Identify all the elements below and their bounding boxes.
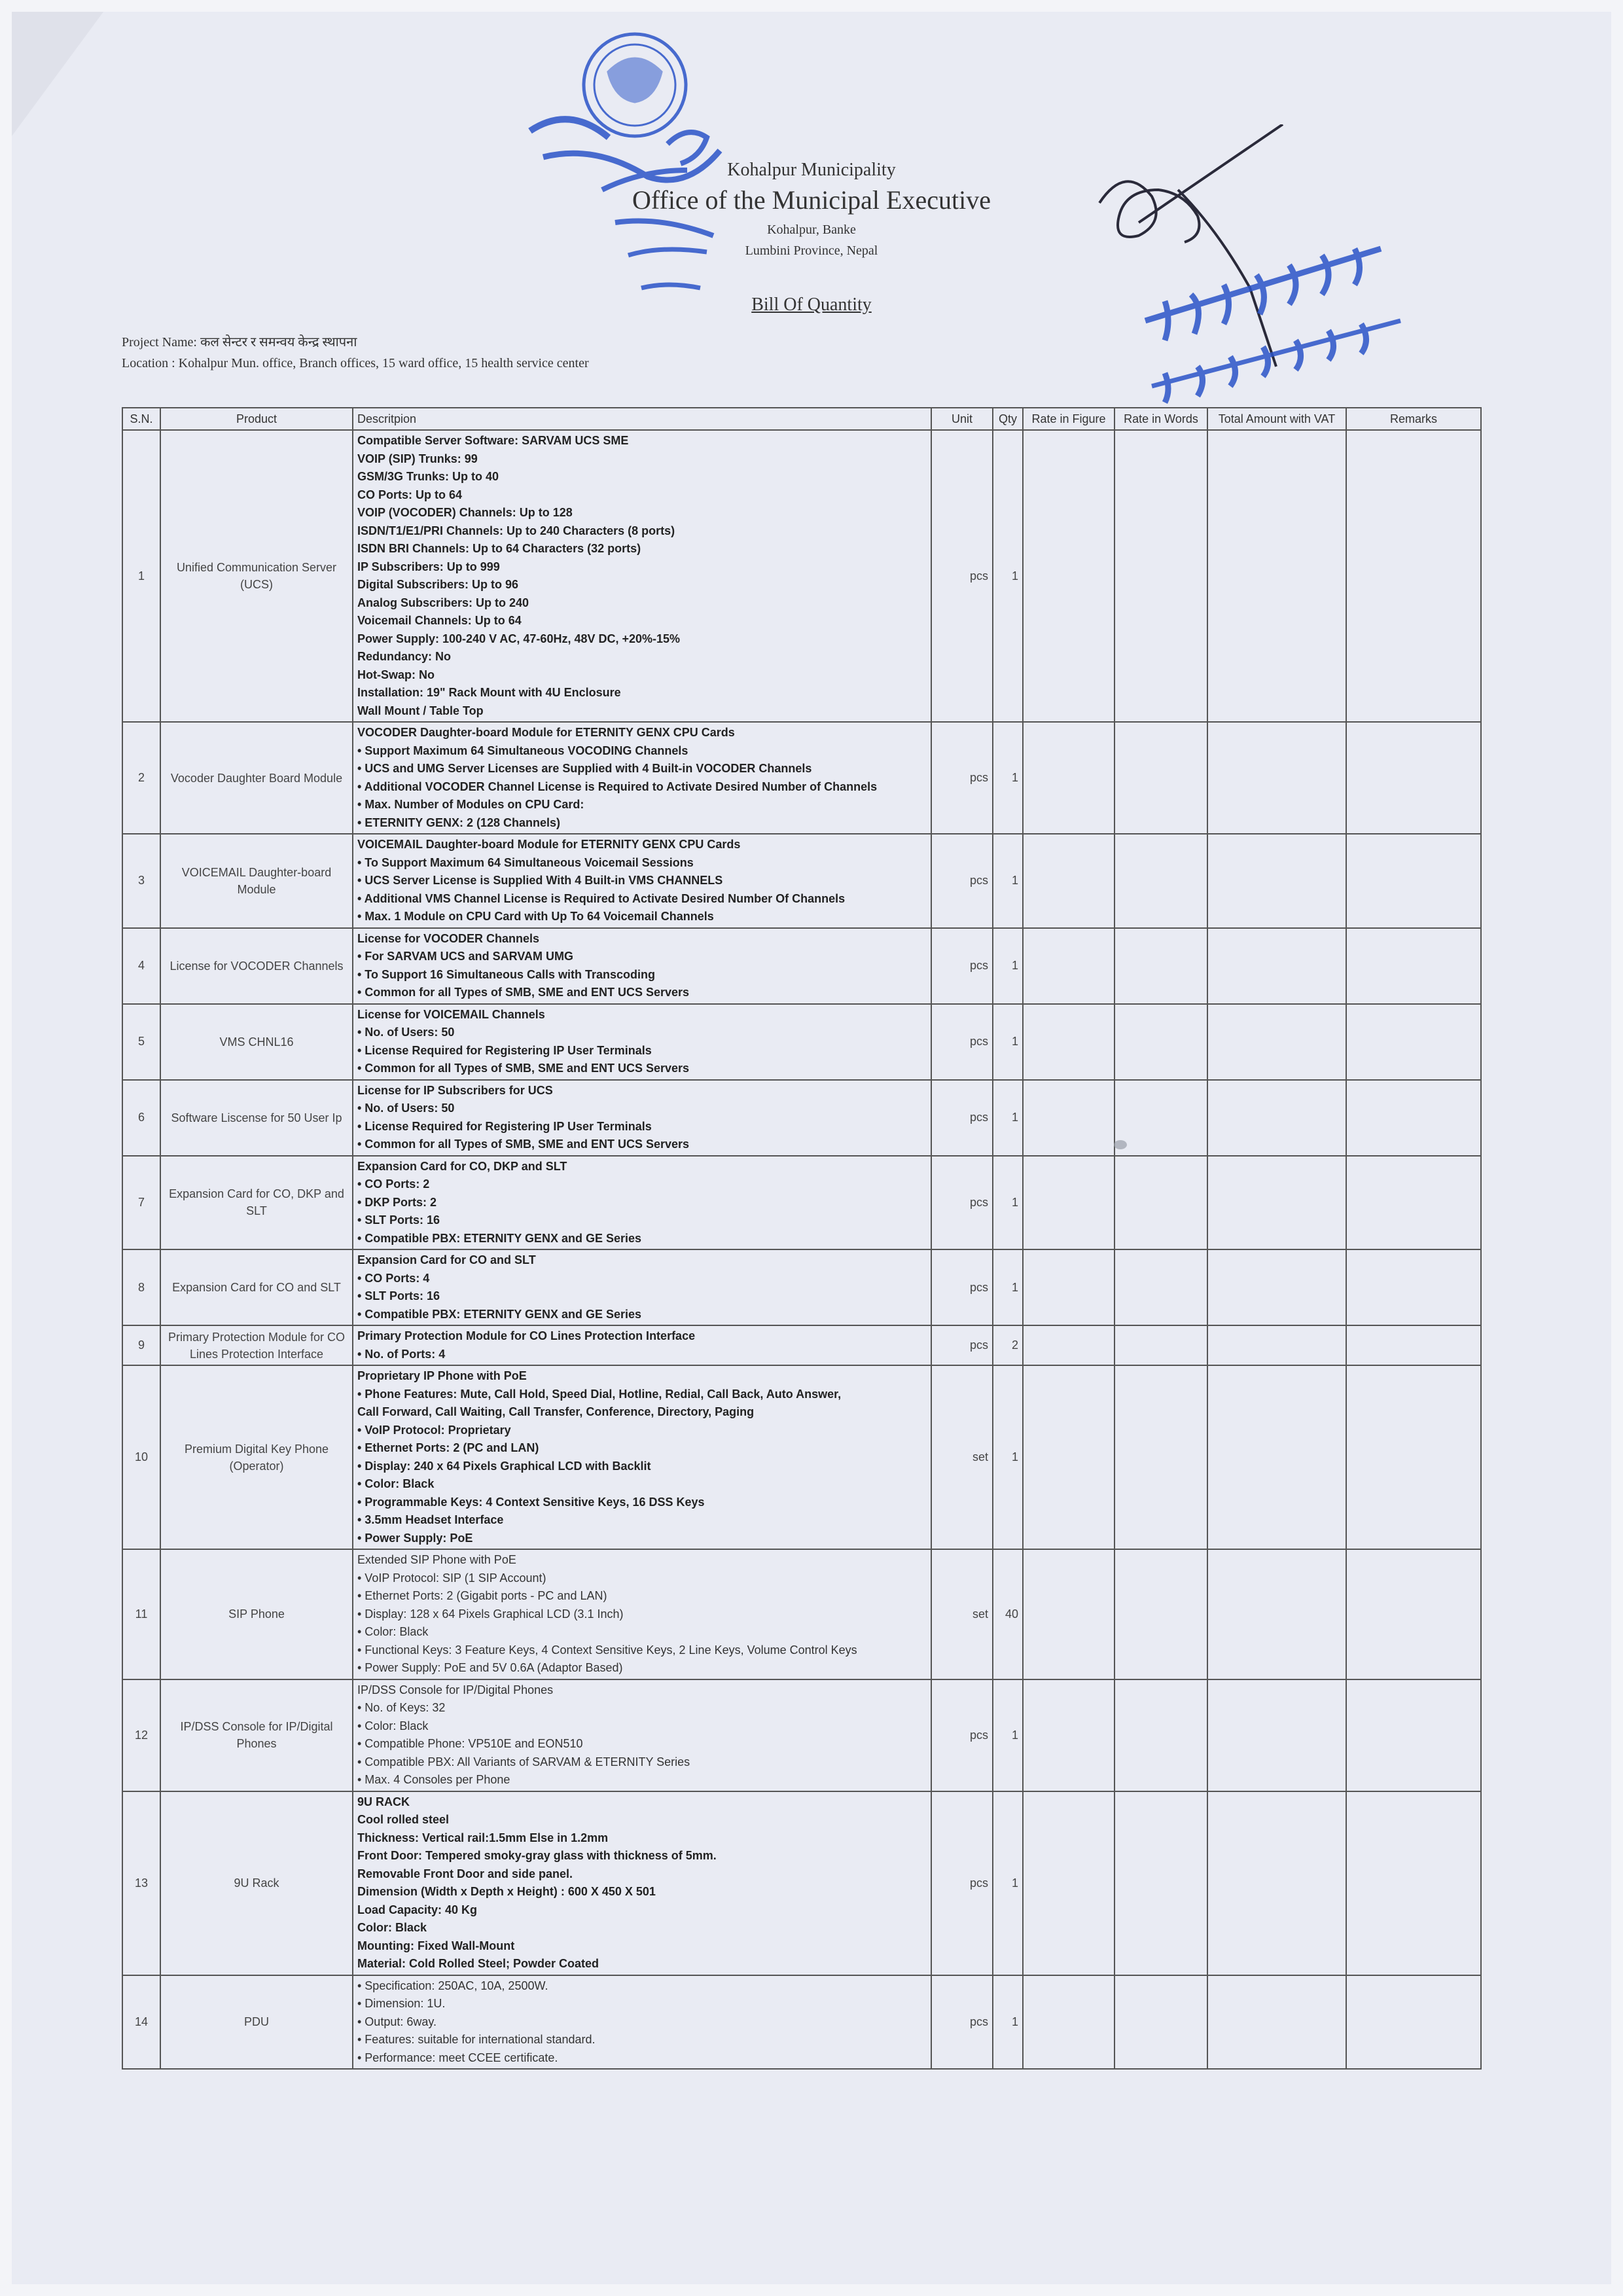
column-header: Unit (931, 408, 993, 430)
quantity-cell: 1 (993, 1791, 1023, 1975)
description-line: 9U RACK (357, 1795, 410, 1808)
folded-corner (12, 12, 103, 136)
office-province: Lumbini Province, Nepal (745, 243, 878, 258)
rate-words-cell (1115, 834, 1207, 928)
description-line: • CO Ports: 4 (357, 1271, 430, 1285)
rate-figure-cell (1023, 1679, 1115, 1791)
description-line: • To Support Maximum 64 Simultaneous Voicemail Sessions (357, 855, 694, 869)
total-amount-cell (1207, 1325, 1346, 1365)
total-amount-cell (1207, 1791, 1346, 1975)
description-line: • No. of Keys: 32 (357, 1701, 446, 1714)
description-line: • Additional VMS Channel License is Required to Activate Desired Number Of Channels (357, 891, 846, 905)
product-cell: IP/DSS Console for IP/Digital Phones (160, 1679, 353, 1791)
bill-of-quantity-table (122, 407, 1482, 2070)
total-amount-cell (1207, 1080, 1346, 1156)
product-cell: License for VOCODER Channels (160, 928, 353, 1004)
description-cell (353, 928, 931, 1004)
serial-number-cell: 13 (122, 1791, 160, 1975)
description-line: • ETERNITY GENX: 2 (128 Channels) (357, 816, 561, 829)
product-cell: VOICEMAIL Daughter-board Module (160, 834, 353, 928)
description-line: Primary Protection Module for CO Lines Protection Interface (357, 1329, 696, 1342)
total-amount-cell (1207, 1975, 1346, 2070)
total-amount-cell (1207, 834, 1346, 928)
description-line: Cool rolled steel (357, 1813, 450, 1826)
serial-number-cell: 9 (122, 1325, 160, 1365)
rate-figure-cell (1023, 1549, 1115, 1679)
description-line: Color: Black (357, 1921, 427, 1934)
remarks-cell (1346, 1325, 1481, 1365)
description-cell (353, 722, 931, 834)
description-line: Mounting: Fixed Wall-Mount (357, 1939, 515, 1952)
project-location: Location : Kohalpur Mun. office, Branch offices, 15 ward office, 15 health service center (122, 356, 589, 370)
description-cell (353, 1004, 931, 1080)
description-line: License for VOCODER Channels (357, 931, 540, 945)
rate-figure-cell (1023, 1249, 1115, 1325)
description-line: • Features: suitable for international standard. (357, 2033, 596, 2046)
description-line: Removable Front Door and side panel. (357, 1867, 573, 1880)
unit-cell: pcs (931, 430, 993, 722)
product-cell: Unified Communication Server (UCS) (160, 430, 353, 722)
description-line: VOICEMAIL Daughter-board Module for ETERNITY GENX CPU Cards (357, 838, 741, 851)
office-place: Kohalpur, Banke (767, 223, 856, 237)
description-line: • Color: Black (357, 1719, 429, 1732)
rate-words-cell (1115, 1249, 1207, 1325)
unit-cell: pcs (931, 834, 993, 928)
description-line: • Max. Number of Modules on CPU Card: (357, 798, 584, 811)
description-line: Power Supply: 100-240 V AC, 47-60Hz, 48V DC, +20%-15% (357, 632, 681, 645)
unit-cell: pcs (931, 1004, 993, 1080)
description-line: CO Ports: Up to 64 (357, 488, 463, 501)
description-line: IP/DSS Console for IP/Digital Phones (357, 1683, 554, 1696)
rate-figure-cell (1023, 1325, 1115, 1365)
serial-number-cell: 8 (122, 1249, 160, 1325)
total-amount-cell (1207, 1004, 1346, 1080)
description-line: • Programmable Keys: 4 Context Sensitive Keys, 16 DSS Keys (357, 1495, 705, 1509)
description-line: • Max. 1 Module on CPU Card with Up To 64 Voicemail Channels (357, 910, 714, 923)
rate-figure-cell (1023, 1975, 1115, 2070)
description-line: VOCODER Daughter-board Module for ETERNITY GENX CPU Cards (357, 726, 735, 739)
description-line: Redundancy: No (357, 650, 452, 663)
description-line: • Support Maximum 64 Simultaneous VOCODING Channels (357, 744, 688, 757)
description-cell (353, 1975, 931, 2070)
serial-number-cell: 14 (122, 1975, 160, 2070)
total-amount-cell (1207, 1156, 1346, 1250)
description-cell (353, 1325, 931, 1365)
product-cell: Expansion Card for CO, DKP and SLT (160, 1156, 353, 1250)
rate-figure-cell (1023, 928, 1115, 1004)
description-line: Call Forward, Call Waiting, Call Transfer, Conference, Directory, Paging (357, 1405, 755, 1418)
description-line: GSM/3G Trunks: Up to 40 (357, 470, 499, 483)
remarks-cell (1346, 1791, 1481, 1975)
quantity-cell: 2 (993, 1325, 1023, 1365)
column-header: S.N. (122, 408, 160, 430)
description-line: • Power Supply: PoE and 5V 0.6A (Adaptor Based) (357, 1661, 623, 1674)
remarks-cell (1346, 1080, 1481, 1156)
description-line: VOIP (SIP) Trunks: 99 (357, 452, 478, 465)
table-row (122, 430, 1481, 722)
quantity-cell: 1 (993, 722, 1023, 834)
description-line: Expansion Card for CO and SLT (357, 1253, 536, 1266)
quantity-cell: 40 (993, 1549, 1023, 1679)
serial-number-cell: 5 (122, 1004, 160, 1080)
product-cell: VMS CHNL16 (160, 1004, 353, 1080)
description-line: • Dimension: 1U. (357, 1997, 446, 2010)
description-cell (353, 1156, 931, 1250)
table-row (122, 1365, 1481, 1549)
description-cell (353, 1679, 931, 1791)
rate-figure-cell (1023, 834, 1115, 928)
column-header: Remarks (1346, 408, 1481, 430)
product-cell: Premium Digital Key Phone (Operator) (160, 1365, 353, 1549)
unit-cell: set (931, 1365, 993, 1549)
ink-smudge (1114, 1140, 1127, 1149)
description-line: License for VOICEMAIL Channels (357, 1007, 545, 1021)
description-line: VOIP (VOCODER) Channels: Up to 128 (357, 506, 573, 519)
description-line: License for IP Subscribers for UCS (357, 1083, 553, 1097)
unit-cell: pcs (931, 1325, 993, 1365)
description-line: Hot-Swap: No (357, 668, 435, 681)
column-header: Total Amount with VAT (1207, 408, 1346, 430)
table-row (122, 928, 1481, 1004)
quantity-cell: 1 (993, 1080, 1023, 1156)
table-row (122, 1080, 1481, 1156)
rate-words-cell (1115, 1080, 1207, 1156)
total-amount-cell (1207, 1249, 1346, 1325)
description-line: ISDN BRI Channels: Up to 64 Characters (32 ports) (357, 542, 641, 555)
remarks-cell (1346, 834, 1481, 928)
serial-number-cell: 11 (122, 1549, 160, 1679)
description-line: • Phone Features: Mute, Call Hold, Speed Dial, Hotline, Redial, Call Back, Auto Answer, (357, 1387, 842, 1401)
rate-words-cell (1115, 1549, 1207, 1679)
rate-figure-cell (1023, 1365, 1115, 1549)
total-amount-cell (1207, 1679, 1346, 1791)
serial-number-cell: 6 (122, 1080, 160, 1156)
municipality-name: Kohalpur Municipality (727, 160, 896, 180)
description-line: • To Support 16 Simultaneous Calls with Transcoding (357, 967, 656, 981)
total-amount-cell (1207, 1365, 1346, 1549)
remarks-cell (1346, 1004, 1481, 1080)
description-line: Material: Cold Rolled Steel; Powder Coated (357, 1957, 599, 1970)
rate-words-cell (1115, 1365, 1207, 1549)
description-line: • Color: Black (357, 1477, 435, 1490)
description-line: • Color: Black (357, 1625, 429, 1638)
description-line: • Power Supply: PoE (357, 1531, 473, 1545)
product-cell: 9U Rack (160, 1791, 353, 1975)
table-row (122, 1156, 1481, 1250)
quantity-cell: 1 (993, 1156, 1023, 1250)
description-line: Dimension (Width x Depth x Height) : 600 X 450 X 501 (357, 1885, 656, 1898)
column-header: Descritpion (353, 408, 931, 430)
remarks-cell (1346, 1549, 1481, 1679)
serial-number-cell: 1 (122, 430, 160, 722)
total-amount-cell (1207, 722, 1346, 834)
description-line: • SLT Ports: 16 (357, 1213, 440, 1227)
description-line: IP Subscribers: Up to 999 (357, 560, 500, 573)
rate-words-cell (1115, 1325, 1207, 1365)
quantity-cell: 1 (993, 1975, 1023, 2070)
description-cell (353, 834, 931, 928)
description-line: Installation: 19" Rack Mount with 4U Enclosure (357, 686, 621, 699)
description-line: Digital Subscribers: Up to 96 (357, 578, 519, 591)
unit-cell: pcs (931, 928, 993, 1004)
product-cell: SIP Phone (160, 1549, 353, 1679)
description-cell (353, 1549, 931, 1679)
description-line: • For SARVAM UCS and SARVAM UMG (357, 950, 573, 963)
quantity-cell: 1 (993, 1249, 1023, 1325)
column-header: Product (160, 408, 353, 430)
project-name: Project Name: कल सेन्टर र समन्वय केन्द्र स्थापना (122, 335, 357, 350)
description-cell (353, 1249, 931, 1325)
description-line: Extended SIP Phone with PoE (357, 1553, 516, 1566)
table-row (122, 1975, 1481, 2070)
serial-number-cell: 4 (122, 928, 160, 1004)
description-line: • Display: 128 x 64 Pixels Graphical LCD (3.1 Inch) (357, 1607, 624, 1621)
description-line: • Compatible PBX: ETERNITY GENX and GE Series (357, 1307, 642, 1321)
rate-figure-cell (1023, 1080, 1115, 1156)
rate-words-cell (1115, 1791, 1207, 1975)
unit-cell: pcs (931, 1249, 993, 1325)
description-line: • Max. 4 Consoles per Phone (357, 1773, 510, 1786)
table-row (122, 1004, 1481, 1080)
table-row (122, 1249, 1481, 1325)
table-header-row (122, 408, 1481, 430)
description-line: • Display: 240 x 64 Pixels Graphical LCD with Backlit (357, 1459, 651, 1473)
rate-words-cell (1115, 1004, 1207, 1080)
product-cell: Vocoder Daughter Board Module (160, 722, 353, 834)
table-row (122, 1325, 1481, 1365)
quantity-cell: 1 (993, 430, 1023, 722)
quantity-cell: 1 (993, 1004, 1023, 1080)
remarks-cell (1346, 722, 1481, 834)
description-line: Front Door: Tempered smoky-gray glass with thickness of 5mm. (357, 1849, 717, 1862)
rate-figure-cell (1023, 430, 1115, 722)
quantity-cell: 1 (993, 928, 1023, 1004)
remarks-cell (1346, 1249, 1481, 1325)
product-cell: PDU (160, 1975, 353, 2070)
description-cell (353, 430, 931, 722)
product-cell: Primary Protection Module for CO Lines Protection Interface (160, 1325, 353, 1365)
product-cell: Expansion Card for CO and SLT (160, 1249, 353, 1325)
description-line: • VoIP Protocol: SIP (1 SIP Account) (357, 1571, 546, 1585)
rate-figure-cell (1023, 1004, 1115, 1080)
column-header: Rate in Words (1115, 408, 1207, 430)
serial-number-cell: 7 (122, 1156, 160, 1250)
rate-figure-cell (1023, 1156, 1115, 1250)
rate-words-cell (1115, 1975, 1207, 2070)
description-line: • Ethernet Ports: 2 (Gigabit ports - PC and LAN) (357, 1589, 607, 1602)
remarks-cell (1346, 1975, 1481, 2070)
quantity-cell: 1 (993, 1365, 1023, 1549)
description-line: • CO Ports: 2 (357, 1177, 430, 1191)
description-line: Wall Mount / Table Top (357, 704, 484, 717)
description-line: • No. of Ports: 4 (357, 1347, 446, 1361)
serial-number-cell: 10 (122, 1365, 160, 1549)
remarks-cell (1346, 928, 1481, 1004)
remarks-cell (1346, 430, 1481, 722)
column-header: Rate in Figure (1023, 408, 1115, 430)
rate-words-cell (1115, 430, 1207, 722)
description-line: • Additional VOCODER Channel License is Required to Activate Desired Number of Channels (357, 780, 878, 793)
table-row (122, 1791, 1481, 1975)
quantity-cell: 1 (993, 834, 1023, 928)
description-line: • UCS and UMG Server Licenses are Supplied with 4 Built-in VOCODER Channels (357, 762, 812, 775)
office-name: Office of the Municipal Executive (632, 185, 991, 215)
description-line: Thickness: Vertical rail:1.5mm Else in 1.2mm (357, 1831, 609, 1844)
description-line: • VoIP Protocol: Proprietary (357, 1423, 511, 1437)
rate-words-cell (1115, 1679, 1207, 1791)
quantity-cell: 1 (993, 1679, 1023, 1791)
description-line: • Ethernet Ports: 2 (PC and LAN) (357, 1441, 539, 1454)
table-row (122, 722, 1481, 834)
description-line: Analog Subscribers: Up to 240 (357, 596, 529, 609)
description-line: • DKP Ports: 2 (357, 1195, 437, 1209)
unit-cell: pcs (931, 1679, 993, 1791)
total-amount-cell (1207, 430, 1346, 722)
rate-figure-cell (1023, 1791, 1115, 1975)
description-line: Proprietary IP Phone with PoE (357, 1369, 527, 1382)
description-line: • No. of Users: 50 (357, 1026, 455, 1039)
total-amount-cell (1207, 1549, 1346, 1679)
rate-figure-cell (1023, 722, 1115, 834)
document-title: Bill Of Quantity (751, 295, 872, 315)
table-row (122, 1549, 1481, 1679)
description-line: • 3.5mm Headset Interface (357, 1513, 504, 1526)
total-amount-cell (1207, 928, 1346, 1004)
unit-cell: pcs (931, 1156, 993, 1250)
description-cell (353, 1791, 931, 1975)
column-header: Qty (993, 408, 1023, 430)
serial-number-cell: 2 (122, 722, 160, 834)
description-line: • Common for all Types of SMB, SME and ENT UCS Servers (357, 1138, 690, 1151)
description-line: • Specification: 250AC, 10A, 2500W. (357, 1979, 548, 1992)
description-line: Voicemail Channels: Up to 64 (357, 614, 522, 627)
description-line: • UCS Server License is Supplied With 4 Built-in VMS CHANNELS (357, 874, 723, 887)
description-line: • Performance: meet CCEE certificate. (357, 2051, 558, 2064)
description-line: • Common for all Types of SMB, SME and ENT UCS Servers (357, 1062, 690, 1075)
serial-number-cell: 12 (122, 1679, 160, 1791)
unit-cell: pcs (931, 1975, 993, 2070)
description-line: • Compatible Phone: VP510E and EON510 (357, 1737, 583, 1750)
description-line: • Functional Keys: 3 Feature Keys, 4 Context Sensitive Keys, 2 Line Keys, Volume Control Keys (357, 1643, 857, 1657)
rate-words-cell (1115, 1156, 1207, 1250)
description-line: • Common for all Types of SMB, SME and ENT UCS Servers (357, 986, 690, 999)
description-line: • No. of Users: 50 (357, 1102, 455, 1115)
description-line: • License Required for Registering IP User Terminals (357, 1119, 652, 1133)
table-row (122, 1679, 1481, 1791)
unit-cell: set (931, 1549, 993, 1679)
description-cell (353, 1365, 931, 1549)
remarks-cell (1346, 1679, 1481, 1791)
description-cell (353, 1080, 931, 1156)
description-line: • License Required for Registering IP User Terminals (357, 1043, 652, 1057)
table-row (122, 834, 1481, 928)
remarks-cell (1346, 1156, 1481, 1250)
description-line: Compatible Server Software: SARVAM UCS SME (357, 434, 629, 447)
description-line: Load Capacity: 40 Kg (357, 1903, 478, 1916)
description-line: • Compatible PBX: All Variants of SARVAM & ETERNITY Series (357, 1755, 690, 1768)
serial-number-cell: 3 (122, 834, 160, 928)
description-line: Expansion Card for CO, DKP and SLT (357, 1159, 567, 1173)
rate-words-cell (1115, 722, 1207, 834)
remarks-cell (1346, 1365, 1481, 1549)
description-line: • SLT Ports: 16 (357, 1289, 440, 1302)
unit-cell: pcs (931, 722, 993, 834)
description-line: • Compatible PBX: ETERNITY GENX and GE Series (357, 1231, 642, 1245)
description-line: ISDN/T1/E1/PRI Channels: Up to 240 Characters (8 ports) (357, 524, 675, 537)
product-cell: Software Liscense for 50 User Ip (160, 1080, 353, 1156)
rate-words-cell (1115, 928, 1207, 1004)
unit-cell: pcs (931, 1080, 993, 1156)
unit-cell: pcs (931, 1791, 993, 1975)
description-line: • Output: 6way. (357, 2015, 437, 2028)
